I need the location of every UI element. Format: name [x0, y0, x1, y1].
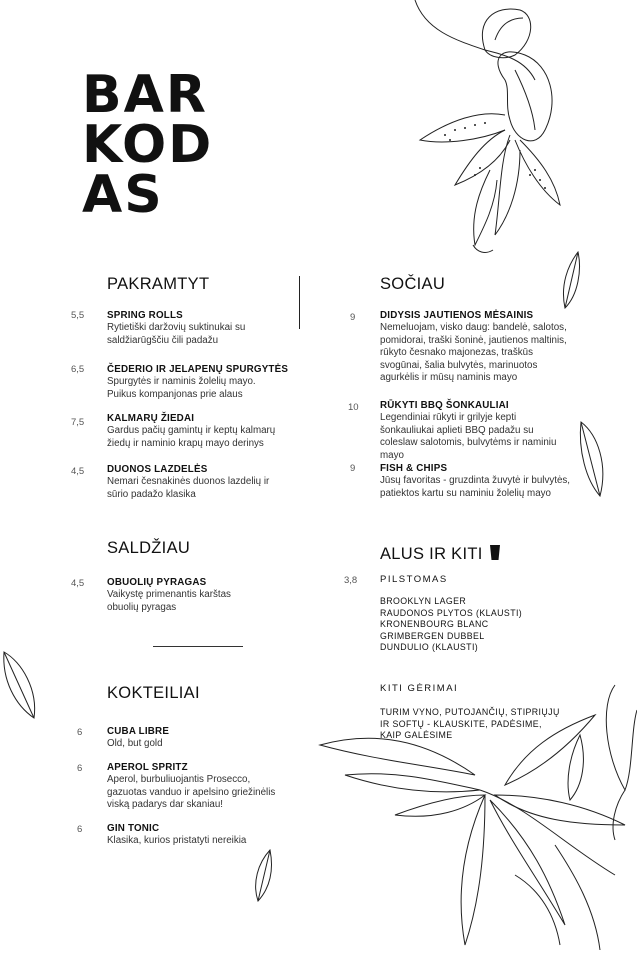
item-description: Legendiniai rūkyti ir grilyje kepti šonkauliukai aplieti BBQ padažu su coleslaw salotomis, bulvytėms ir naminiu mayo [380, 412, 557, 461]
logo-line-2: KOD [82, 115, 214, 175]
logo-line-3: AS [82, 165, 164, 225]
section-title-sociau: SOČIAU [380, 275, 446, 293]
menu-item [107, 309, 297, 347]
item-name: ČEDERIO IR JELAPENŲ SPURGYTĖS [107, 364, 289, 375]
item-price: 5,5 [71, 310, 85, 321]
item-name: DIDYSIS JAUTIENOS MĖSAINIS [380, 310, 534, 321]
item-description: Klasika, kurios pristatyti nereikia [107, 835, 247, 846]
item-price: 9 [350, 463, 356, 474]
beer-list [380, 596, 560, 654]
beer-item: GRIMBERGEN DUBBEL [380, 630, 485, 641]
item-price: 10 [348, 402, 359, 413]
menu-item [380, 462, 570, 500]
item-price: 6 [77, 727, 83, 738]
beer-item: KRONENBOURG BLANC [380, 619, 489, 629]
logo [82, 65, 224, 225]
lily-flower-icon [385, 0, 585, 260]
beer-price: 3,8 [344, 575, 358, 586]
section-divider [153, 646, 243, 647]
leaf-icon [250, 848, 274, 903]
beer-item: DUNDULIO (KLAUSTI) [380, 642, 479, 652]
leaf-icon [560, 250, 582, 310]
menu-item [107, 725, 297, 751]
item-description: Nemeluojam, visko daug: bandelė, salotos, pomidorai, traški šoninė, jautienos maltinis, rūkyto česnako majonezas, traškūs svogūnai, šalia bulvytės, marinuotos agurkėlis ir mūsų naminis mayo [380, 322, 567, 383]
item-description: Aperol, burbuliuojantis Prosecco, gazuotas vanduo ir apelsino griežinėlis viską padarys dar skaniau! [107, 774, 276, 810]
item-name: CUBA LIBRE [107, 726, 170, 737]
item-name: GIN TONIC [107, 823, 160, 834]
menu-item [107, 412, 297, 450]
menu-item [107, 761, 297, 812]
section-title-kokteiliai: KOKTEILIAI [107, 684, 200, 702]
item-name: RŪKYTI BBQ ŠONKAULIAI [380, 400, 509, 411]
menu-item [107, 363, 297, 401]
menu-item [107, 463, 297, 501]
item-price: 6 [77, 824, 83, 835]
item-description: Jūsų favoritas - gruzdinta žuvytė ir bulvytės, patiektos kartu su naminiu žolelių mayo [380, 475, 571, 499]
pint-glass-icon [490, 545, 500, 560]
menu-item [107, 576, 297, 614]
subsection-title-pilstomas: PILSTOMAS [380, 574, 448, 585]
item-name: FISH & CHIPS [380, 463, 448, 474]
menu-item [380, 309, 570, 385]
item-name: OBUOLIŲ PYRAGAS [107, 577, 207, 588]
menu-item [380, 399, 570, 462]
beer-item: RAUDONOS PLYTOS (KLAUSTI) [380, 607, 523, 618]
section-title-alus-text: ALUS IR KITI [380, 545, 483, 563]
leaf-icon [578, 420, 608, 498]
item-price: 4,5 [71, 578, 85, 589]
section-title-saldziau: SALDŽIAU [107, 539, 191, 557]
item-name: KALMARŲ ŽIEDAI [107, 413, 195, 424]
beer-item: BROOKLYN LAGER [380, 596, 467, 606]
item-description: Vaikystę primenantis karštas obuolių pyragas [107, 589, 231, 613]
column-divider [299, 276, 300, 329]
leaf-icon [0, 650, 40, 720]
item-name: DUONOS LAZDELĖS [107, 464, 208, 475]
logo-line-1: BAR [82, 65, 208, 125]
item-price: 9 [350, 312, 356, 323]
section-title-pakramtyt: PAKRAMTYT [107, 275, 210, 293]
item-price: 6 [77, 763, 83, 774]
item-name: SPRING ROLLS [107, 310, 183, 321]
item-name: APEROL SPRITZ [107, 762, 188, 773]
item-description: Spurgytės ir naminis žolelių mayo. Puikus kompanjonas prie alaus [107, 376, 256, 400]
item-description: Rytietiški daržovių suktinukai su saldžiarūgščiu čili padažu [107, 322, 246, 346]
item-price: 4,5 [71, 466, 85, 477]
subsection-title-kiti: KITI GĖRIMAI [380, 683, 459, 694]
item-description: Old, but gold [107, 738, 163, 749]
item-description: Nemari česnakinės duonos lazdelių ir sūrio padažo klasika [107, 476, 270, 500]
menu-item [107, 822, 297, 848]
section-title-alus [380, 545, 500, 564]
item-description: Gardus pačių gamintų ir keptų kalmarų žiedų ir naminio krapų mayo derinys [107, 425, 276, 449]
item-price: 7,5 [71, 417, 85, 428]
item-price: 6,5 [71, 364, 85, 375]
kiti-gerimai-text: TURIM VYNO, PUTOJANČIŲ, STIPRIŲJŲ IR SOFTŲ - KLAUSKITE, PADĖSIME, KAIP GALĖSIME [380, 707, 560, 740]
